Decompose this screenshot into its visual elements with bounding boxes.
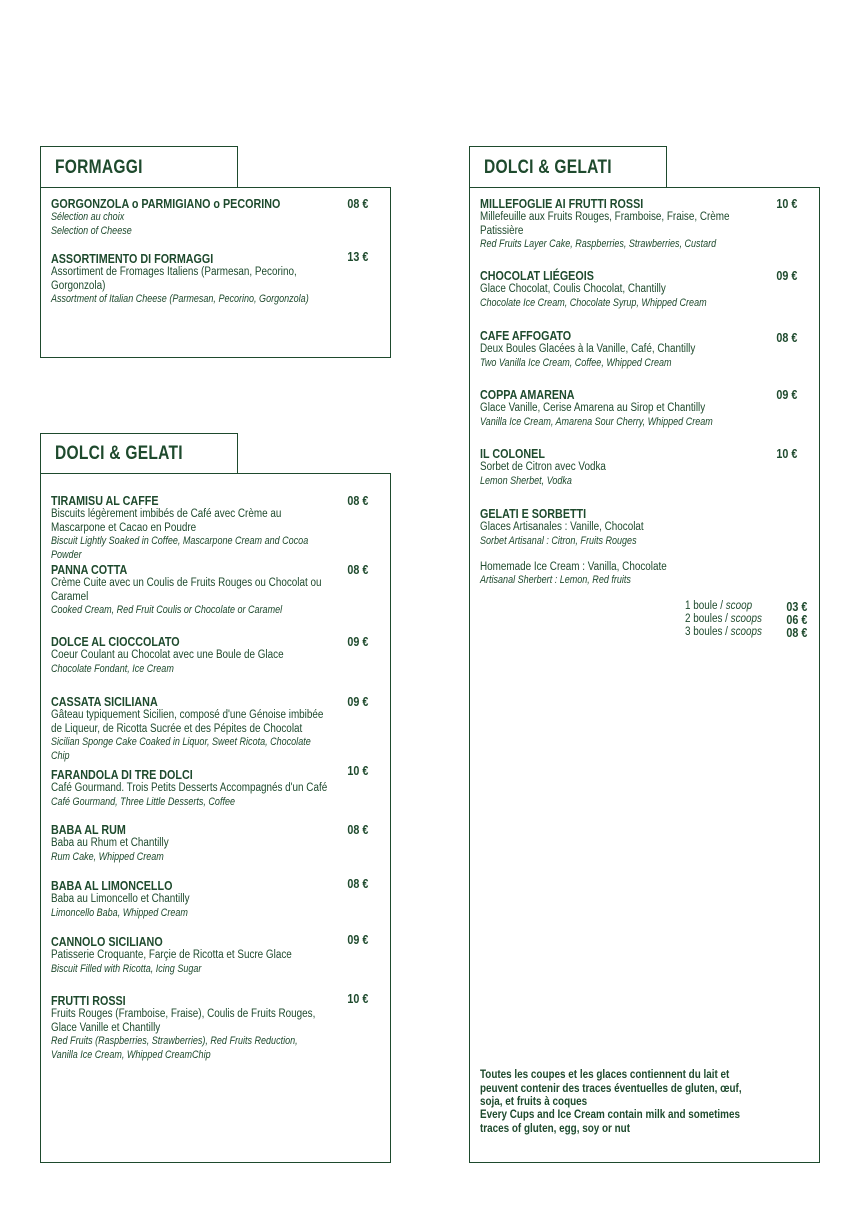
item-description-fr: Assortiment de Fromages Italiens (Parmesan, Pecorino, Gorgonzola)	[51, 266, 297, 292]
item-price: 08 €	[776, 331, 797, 345]
menu-item	[480, 388, 809, 429]
item-name: CAFE AFFOGATO	[480, 329, 572, 343]
item-description-en: Chocolate Fondant, Ice Cream	[51, 662, 174, 675]
item-name: GORGONZOLA o PARMIGIANO o PECORINO	[51, 197, 281, 211]
item-price: 10 €	[347, 992, 368, 1006]
item-description-fr: Baba au Rhum et Chantilly	[51, 837, 169, 849]
menu-item	[51, 695, 380, 763]
item-description-fr: Sélection au choix	[51, 211, 125, 223]
item-description-fr: Biscuits légèrement imbibés de Café avec Crème au Mascarpone et Cacao en Poudre	[51, 508, 282, 534]
item-name: BABA AL RUM	[51, 823, 126, 837]
item-description-en: Sicilian Sponge Cake Coaked in Liquor, Sweet Ricota, Chocolate Chip	[51, 736, 311, 762]
section-title-text: DOLCI & GELATI	[484, 157, 612, 178]
item-price: 09 €	[776, 388, 797, 402]
item-description-fr: Coeur Coulant au Chocolat avec une Boule de Glace	[51, 649, 284, 661]
item-price: 08 €	[347, 823, 368, 837]
section-title	[469, 146, 667, 188]
item-price: 10 €	[347, 764, 368, 778]
scoop-price: 06 €	[786, 613, 807, 627]
item-description-fr: Deux Boules Glacées à la Vanille, Café, Chantilly	[480, 343, 696, 355]
item-description-en: Selection of Cheese	[51, 224, 132, 237]
menu-item	[51, 879, 380, 920]
scoop-label-en: scoop	[725, 600, 753, 612]
item-name: PANNA COTTA	[51, 563, 128, 577]
menu-item	[51, 994, 380, 1062]
section-title-text: FORMAGGI	[55, 157, 143, 178]
menu-item	[51, 494, 380, 562]
scoop-label: 3 boules /	[685, 626, 728, 638]
item-price: 09 €	[347, 695, 368, 709]
item-price: 08 €	[347, 197, 368, 211]
item-name: CHOCOLAT LIÉGEOIS	[480, 269, 594, 283]
scoop-label-en: scoops	[730, 626, 762, 638]
item-name: BABA AL LIMONCELLO	[51, 879, 173, 893]
scoop-price: 03 €	[786, 600, 807, 614]
item-description-en: Biscuit Filled with Ricotta, Icing Sugar	[51, 962, 202, 975]
item-price: 09 €	[347, 635, 368, 649]
item-description-en: Rum Cake, Whipped Cream	[51, 850, 164, 863]
dolci-left-panel	[40, 473, 391, 1163]
item-description-en: Sorbet Artisanal : Citron, Fruits Rouges	[480, 534, 637, 547]
dolci-right-panel	[469, 187, 820, 1163]
item-name: CANNOLO SICILIANO	[51, 935, 163, 949]
menu-item	[51, 563, 380, 618]
item-name: IL COLONEL	[480, 447, 545, 461]
item-price: 09 €	[776, 269, 797, 283]
menu-item	[51, 197, 380, 238]
scoop-label: 1 boule /	[685, 600, 723, 612]
item-description-en: Vanilla Ice Cream, Amarena Sour Cherry, Whipped Cream	[480, 415, 713, 428]
menu-item	[51, 823, 380, 864]
menu-item	[51, 764, 380, 809]
item-price: 08 €	[347, 563, 368, 577]
menu-item	[480, 197, 809, 252]
menu-item	[480, 329, 809, 370]
menu-item	[51, 635, 380, 676]
item-description-fr: Baba au Limoncello et Chantilly	[51, 893, 190, 905]
scoop-label: 2 boules /	[685, 613, 728, 625]
scoop-price: 08 €	[786, 626, 807, 640]
item-description-fr: Crème Cuite avec un Coulis de Fruits Rouges ou Chocolat ou Caramel	[51, 577, 322, 603]
item-name: CASSATA SICILIANA	[51, 695, 158, 709]
formaggi-panel	[40, 187, 391, 358]
section-title-text: DOLCI & GELATI	[55, 443, 183, 464]
item-description-fr: Glaces Artisanales : Vanille, Chocolat	[480, 521, 644, 533]
homemade-ice-cream-text: Homemade Ice Cream : Vanilla, Chocolate	[480, 561, 667, 573]
item-description-en: Café Gourmand, Three Little Desserts, Coffee	[51, 795, 236, 808]
item-name: COPPA AMARENA	[480, 388, 575, 402]
section-title	[40, 146, 238, 188]
scoop-option	[685, 626, 762, 639]
item-price: 08 €	[347, 494, 368, 508]
item-name: MILLEFOGLIE AI FRUTTI ROSSI	[480, 197, 644, 211]
item-description-en: Red Fruits Layer Cake, Raspberries, Strawberries, Custard	[480, 238, 717, 250]
menu-item	[480, 447, 809, 488]
item-price: 13 €	[347, 250, 368, 264]
scoop-option	[685, 600, 752, 613]
menu-item	[51, 252, 380, 307]
item-description-en: Biscuit Lightly Soaked in Coffee, Mascarpone Cream and Cocoa Powder	[51, 535, 309, 561]
menu-item	[480, 507, 809, 548]
menu-item	[480, 269, 809, 310]
artisanal-sherbert-text: Artisanal Sherbert : Lemon, Red fruits	[480, 574, 631, 586]
item-price: 10 €	[776, 447, 797, 461]
item-description-fr: Café Gourmand. Trois Petits Desserts Accompagnés d'un Café	[51, 782, 328, 794]
item-name: ASSORTIMENTO DI FORMAGGI	[51, 252, 214, 266]
item-name: TIRAMISU AL CAFFE	[51, 494, 159, 508]
item-description-fr: Fruits Rouges (Framboise, Fraise), Coulis de Fruits Rouges, Glace Vanille et Chantilly	[51, 1008, 316, 1034]
item-description-fr: Glace Vanille, Cerise Amarena au Sirop et Chantilly	[480, 402, 706, 414]
item-description-fr: Millefeuille aux Fruits Rouges, Framboise, Fraise, Crème Patissière	[480, 211, 730, 237]
item-description-en: Cooked Cream, Red Fruit Coulis or Chocolate or Caramel	[51, 604, 283, 616]
item-description-en: Red Fruits (Raspberries, Strawberries), Red Fruits Reduction, Vanilla Ice Cream, Whipped CreamChip	[51, 1035, 298, 1061]
allergen-note-fr: Toutes les coupes et les glaces contiennent du lait et peuvent contenir des traces éventuelles de gluten, œuf, soja, et fruits à coques	[480, 1069, 742, 1108]
allergen-note-en: Every Cups and Ice Cream contain milk and sometimes traces of gluten, egg, soy or nut	[480, 1109, 740, 1135]
item-description-en: Two Vanilla Ice Cream, Coffee, Whipped Cream	[480, 356, 672, 369]
item-name: DOLCE AL CIOCCOLATO	[51, 635, 180, 649]
item-name: GELATI E SORBETTI	[480, 507, 587, 521]
scoop-option	[685, 613, 762, 626]
item-description-en: Lemon Sherbet, Vodka	[480, 474, 572, 487]
item-description-fr: Patisserie Croquante, Farçie de Ricotta et Sucre Glace	[51, 949, 292, 961]
item-description-fr: Glace Chocolat, Coulis Chocolat, Chantilly	[480, 283, 666, 295]
item-price: 10 €	[776, 197, 797, 211]
section-title	[40, 433, 238, 474]
scoop-label-en: scoops	[730, 613, 762, 625]
item-price: 08 €	[347, 877, 368, 891]
item-description-en: Chocolate Ice Cream, Chocolate Syrup, Whipped Cream	[480, 296, 707, 309]
item-description-fr: Sorbet de Citron avec Vodka	[480, 461, 606, 473]
item-name: FARANDOLA DI TRE DOLCI	[51, 768, 193, 782]
item-name: FRUTTI ROSSI	[51, 994, 126, 1008]
item-description-fr: Gâteau typiquement Sicilien, composé d'une Génoise imbibée de Liqueur, de Ricotta Sucrée et des Pépites de Chocolat	[51, 709, 324, 735]
menu-item	[51, 935, 380, 976]
item-description-en: Assortment of Italian Cheese (Parmesan, Pecorino, Gorgonzola)	[51, 293, 309, 305]
item-description-en: Limoncello Baba, Whipped Cream	[51, 906, 188, 919]
item-price: 09 €	[347, 933, 368, 947]
